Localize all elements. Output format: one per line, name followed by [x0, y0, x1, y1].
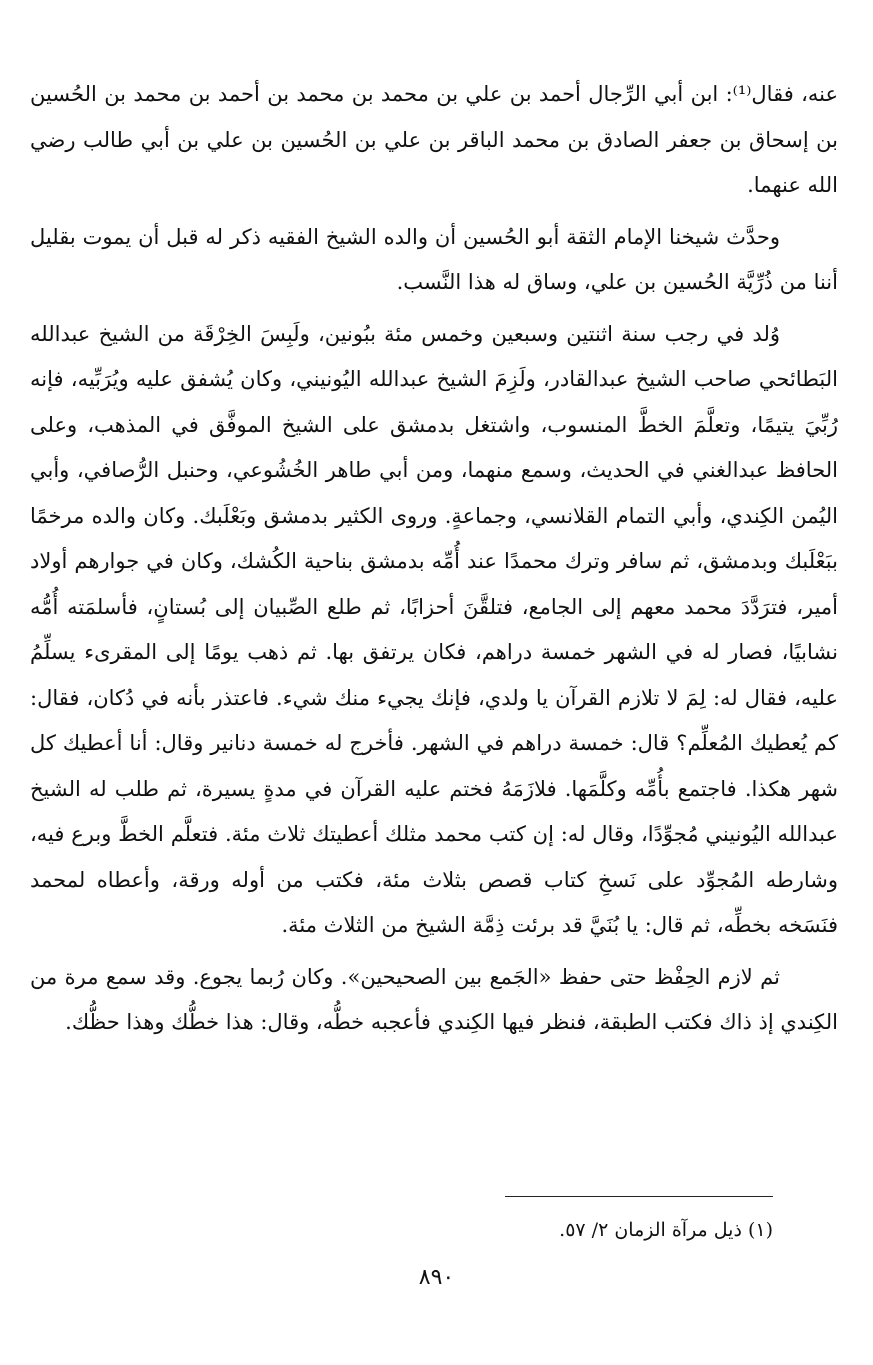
page-number: ٨٩٠ — [418, 1265, 455, 1290]
footnote-separator — [505, 1196, 773, 1197]
paragraph-lineage: عنه، فقال⁽¹⁾: ابن أبي الرِّجال أحمد بن علي بن محمد بن محمد بن أحمد بن محمد بن الحُسين بن إسحاق بن جعفر الصادق بن محمد الباقر بن علي بن الحُسين بن علي بن أبي طالب رضي الله عنهما. — [30, 82, 838, 197]
paragraph-narration: وحدَّث شيخنا الإمام الثقة أبو الحُسين أن والده الشيخ الفقيه ذكر له قبل أن يموت بقليل أننا من ذُرِّيَّة الحُسين بن علي، وساق له هذا النَّسب. — [30, 224, 838, 294]
footnote: (١) ذيل مرآة الزمان ٢/ ٥٧. — [559, 1219, 773, 1241]
main-text — [30, 72, 838, 1046]
paragraph-memorization: ثم لازم الحِفْظ حتى حفظ «الجَمع بين الصحيحين». وكان رُبما يجوع. وقد سمع مرة من الكِندي إذ ذاك فكتب الطبقة، فنظر فيها الكِندي فأعجبه خطُّه، وقال: هذا خطُّك وهذا حظُّك. — [30, 964, 838, 1034]
paragraph-biography: وُلد في رجب سنة اثنتين وسبعين وخمس مئة ببُونين، ولَبِسَ الخِرْقَة من الشيخ عبدالله البَطائحي صاحب الشيخ عبدالقادر، ولَزِمَ الشيخ عبدالله اليُونيني، وكان يُشفق عليه ويُرَبِّيه، فإنه رُبِّيَ يتيمًا، وتعلَّمَ الخطَّ المنسوب، واشتغل بدمشق على الشيخ الموفَّق في المذهب، وعلى الحافظ عبدالغني في الحديث، وسمع منهما، ومن أبي طاهر الخُشُوعي، وحنبل الرُّصافي، وأبي اليُمن الكِندي، وأبي التمام القلانسي، وجماعةٍ. وروى الكثير بدمشق وبَعْلَبك. وكان والده مرخمًا ببَعْلَبك وبدمشق، ثم سافر وترك محمدًا عند أُمِّه بدمشق بناحية الكُشك، وكان في جوارهم أولاد أمير، فترَدَّدَ محمد معهم إلى الجامع، فتلقَّنَ أحزابًا، ثم طلع الصِّبيان إلى بُستانٍ، فأسلمَته أُمُّه نشابيًا، فصار له في الشهر خمسة دراهم، فكان يرتفق بها. ثم ذهب يومًا إلى المقرىء يسلِّمُ عليه، فقال له: لِمَ لا تلازم القرآن يا ولدي، فإنك يجيء منك شيء. فاعتذر بأنه في دُكان، فقال: كم يُعطيك المُعلِّم؟ قال: خمسة دراهم في الشهر. فأخرج له خمسة دنانير وقال: أنا أعطيك كل شهر هكذا. فاجتمع بأُمِّه وكلَّمَها. فلازَمَهُ فختم عليه القرآن في مدةٍ يسيرة، ثم طلب له الشيخ عبدالله اليُونيني مُجوِّدًا، وقال له: إن كتب محمد مثلك أعطيتك ثلاث مئة. فتعلَّم الخطَّ وبرع فيه، وشارطه المُجوِّد على نَسخِ كتاب قصص بثلاث مئة، فكتب من أوله ورقة، وأعطاه لمحمد فنَسَخه بخطِّه، ثم قال: يا بُنَيَّ قد برئت ذِمَّة الشيخ من الثلاث مئة. — [30, 321, 838, 937]
